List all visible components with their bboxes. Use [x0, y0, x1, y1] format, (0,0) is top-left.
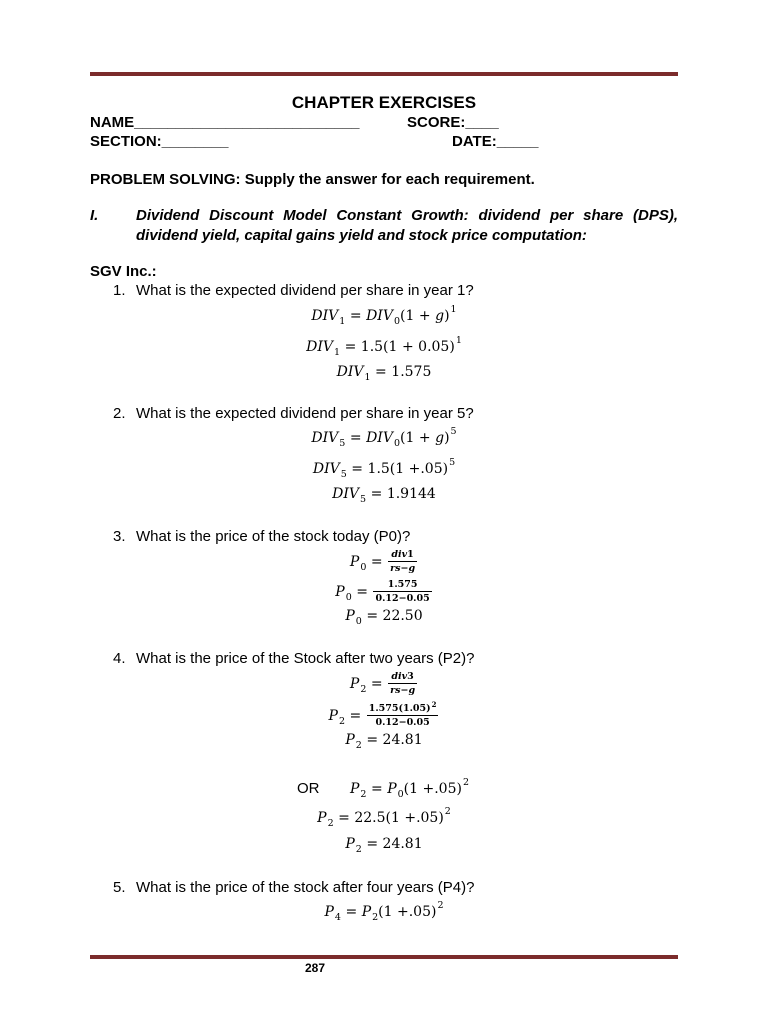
fraction-denominator	[367, 717, 439, 728]
part-numeral: I.	[90, 207, 99, 224]
math-subscript: 2	[360, 789, 367, 800]
question-number: 4.	[113, 650, 126, 667]
math-term: 0.05)	[418, 339, 455, 355]
math-superscript: 2	[431, 700, 437, 709]
fraction-numerator	[388, 671, 417, 682]
math-variable: P	[345, 608, 355, 624]
math-subscript: 1	[339, 316, 346, 327]
math-operator: =	[366, 836, 379, 852]
date-field: DATE:_____	[452, 133, 539, 150]
math-term: (1	[399, 308, 415, 324]
fraction-bar	[373, 591, 431, 592]
math-variable: div	[391, 549, 408, 560]
equation-body	[349, 549, 418, 574]
math-operator: =	[366, 732, 379, 748]
math-subscript: 2	[338, 715, 345, 727]
math-subscript: 2	[372, 912, 379, 923]
math-operator: =	[370, 781, 383, 797]
math-variable: P	[349, 553, 360, 570]
score-field: SCORE:____	[407, 114, 499, 131]
equation-line	[90, 549, 678, 574]
math-superscript: 2	[462, 777, 469, 788]
math-term: 0.12−0.05	[375, 593, 430, 604]
equation-line	[90, 808, 678, 828]
math-variable: div	[391, 671, 408, 682]
equation-body	[311, 304, 457, 327]
math-variable: g	[435, 430, 445, 446]
math-operator: =	[345, 904, 358, 920]
math-operator: +	[418, 430, 431, 446]
math-operator: =	[366, 608, 379, 624]
math-variable: P	[317, 810, 327, 826]
math-term: 3	[407, 671, 414, 682]
math-operator: =	[370, 675, 383, 692]
question-text: What is the price of the stock today (P0)?	[136, 528, 411, 545]
equation-body	[345, 608, 423, 627]
fraction-bar	[388, 683, 417, 684]
math-superscript: 2	[444, 806, 451, 817]
equation-line	[90, 606, 678, 626]
equation-body	[349, 671, 418, 696]
math-fraction	[373, 579, 431, 604]
question-text: What is the price of the stock after four years (P4)?	[136, 879, 475, 896]
math-subscript: 0	[393, 438, 400, 449]
math-term: 1.5(1	[360, 339, 398, 355]
math-variable: g	[408, 685, 416, 696]
math-term: )	[444, 308, 450, 324]
question-2	[113, 405, 474, 423]
math-term: −	[400, 563, 409, 574]
math-term: 1	[407, 549, 414, 560]
math-variable: g	[408, 563, 416, 574]
math-term: −	[400, 685, 409, 696]
math-term: 1.575(1.05)	[368, 703, 431, 714]
part-heading: Dividend Discount Model Constant Growth: dividend per share (DPS), dividend yield, capital gains yield and stock price computation:	[136, 207, 678, 244]
equation-line-alternative	[297, 779, 469, 799]
math-term: 1.5(1 +.05)	[367, 461, 449, 477]
math-superscript: 1	[450, 304, 457, 315]
math-subscript: 4	[334, 912, 341, 923]
math-variable: P	[345, 732, 355, 748]
equation-line	[90, 484, 678, 504]
math-subscript: 5	[339, 438, 346, 449]
fraction-denominator	[373, 593, 431, 604]
math-operator: +	[418, 308, 431, 324]
math-term: 1.575	[391, 364, 432, 380]
math-subscript: 1	[334, 347, 341, 358]
equation-line	[90, 428, 678, 448]
equation-line	[90, 730, 678, 750]
equation-body	[324, 900, 444, 923]
math-subscript: 0	[397, 789, 404, 800]
math-term: 0.12−0.05	[375, 717, 430, 728]
math-term: )	[444, 430, 450, 446]
math-variable: P	[335, 583, 345, 600]
math-operator: =	[349, 707, 362, 724]
math-variable: P	[350, 781, 360, 797]
instructions: PROBLEM SOLVING: Supply the answer for each requirement.	[90, 171, 535, 188]
math-subscript: 5	[360, 494, 367, 505]
equation-line	[90, 337, 678, 357]
top-rule	[90, 72, 678, 76]
equation-line	[90, 671, 678, 696]
math-operator: =	[338, 810, 350, 826]
math-fraction	[388, 671, 417, 696]
math-variable: P	[387, 781, 397, 797]
bottom-rule	[90, 955, 678, 959]
question-text: What is the expected dividend per share in year 5?	[136, 405, 474, 422]
math-superscript: 2	[437, 900, 444, 911]
equation-body	[350, 777, 469, 800]
question-number: 1.	[113, 282, 126, 299]
fraction-numerator	[388, 549, 417, 560]
company-heading: SGV Inc.:	[90, 263, 157, 280]
page-title: CHAPTER EXERCISES	[291, 93, 477, 112]
math-term: 24.81	[382, 732, 423, 748]
math-operator: =	[375, 364, 387, 380]
math-operator: =	[351, 461, 364, 477]
math-term: (1 +.05)	[378, 904, 437, 920]
equation-body	[335, 579, 432, 604]
math-subscript: 5	[340, 469, 347, 480]
question-number: 5.	[113, 879, 126, 896]
math-variable: DIV	[311, 430, 339, 446]
math-variable: DIV	[306, 339, 334, 355]
math-term: 24.81	[382, 836, 423, 852]
fraction-denominator	[388, 563, 417, 574]
math-subscript: 2	[360, 683, 367, 695]
math-variable: DIV	[332, 486, 360, 502]
name-field: NAME___________________________	[90, 114, 360, 131]
equation-body	[328, 700, 440, 728]
equation-body	[317, 806, 451, 829]
math-variable: DIV	[366, 308, 393, 324]
math-variable: P	[328, 707, 338, 724]
math-operator: =	[349, 430, 362, 446]
math-variable: rs	[390, 685, 401, 696]
math-term: (1	[399, 430, 415, 446]
math-term: 1.9144	[386, 486, 436, 502]
math-subscript: 0	[345, 591, 352, 603]
equation-body	[312, 457, 456, 480]
question-number: 3.	[113, 528, 126, 545]
math-fraction	[388, 549, 417, 574]
math-term: 22.5(1 +.05)	[354, 810, 444, 826]
question-text: What is the expected dividend per share in year 1?	[136, 282, 474, 299]
question-number: 2.	[113, 405, 126, 422]
fraction-bar	[367, 715, 439, 716]
equation-body	[345, 836, 423, 855]
math-operator: =	[349, 308, 362, 324]
section-field: SECTION:________	[90, 133, 229, 150]
equation-body	[332, 486, 436, 505]
math-subscript: 0	[360, 561, 367, 573]
question-1	[113, 282, 474, 300]
question-5	[113, 879, 474, 897]
math-superscript: 5	[449, 457, 456, 468]
math-operator: =	[356, 583, 368, 600]
math-subscript: 1	[364, 372, 371, 383]
question-text: What is the price of the Stock after two years (P2)?	[136, 650, 475, 667]
math-variable: rs	[390, 563, 401, 574]
equation-body	[306, 335, 462, 358]
equation-prefix-or: OR	[297, 780, 320, 797]
equation-line	[90, 459, 678, 479]
equation-body	[336, 364, 432, 383]
equation-line	[90, 362, 678, 382]
equation-line	[90, 306, 678, 326]
math-operator: =	[370, 486, 383, 502]
math-variable: DIV	[311, 308, 339, 324]
math-subscript: 2	[355, 740, 362, 751]
math-term: 1.575	[387, 579, 418, 590]
math-operator: +	[401, 339, 414, 355]
math-subscript: 2	[355, 844, 362, 855]
equation-body	[345, 732, 423, 751]
math-variable: DIV	[312, 461, 340, 477]
fraction-denominator	[388, 685, 417, 696]
page-number: 287	[305, 961, 326, 975]
math-variable: DIV	[336, 364, 364, 380]
math-variable: P	[361, 904, 372, 920]
fraction-numerator	[373, 579, 431, 590]
question-3	[113, 528, 410, 546]
equation-line	[90, 579, 678, 604]
math-variable: P	[345, 836, 355, 852]
math-term: (1 +.05)	[403, 781, 462, 797]
equation-line	[90, 700, 678, 728]
math-variable: g	[435, 308, 445, 324]
math-subscript: 2	[327, 818, 334, 829]
math-superscript: 5	[450, 426, 457, 437]
question-4	[113, 650, 474, 668]
math-subscript: 0	[393, 316, 400, 327]
math-operator: =	[344, 339, 357, 355]
fraction-bar	[388, 561, 417, 562]
math-operator: =	[370, 553, 383, 570]
equation-body	[311, 426, 457, 449]
math-subscript: 0	[355, 616, 362, 627]
math-term: 22.50	[382, 608, 423, 624]
math-variable: DIV	[366, 430, 393, 446]
math-variable: P	[324, 904, 334, 920]
math-variable: P	[349, 675, 360, 692]
math-superscript: 1	[455, 335, 462, 346]
equation-line	[90, 834, 678, 854]
equation-line	[90, 902, 678, 922]
fraction-numerator	[367, 700, 439, 714]
math-fraction	[367, 700, 439, 728]
